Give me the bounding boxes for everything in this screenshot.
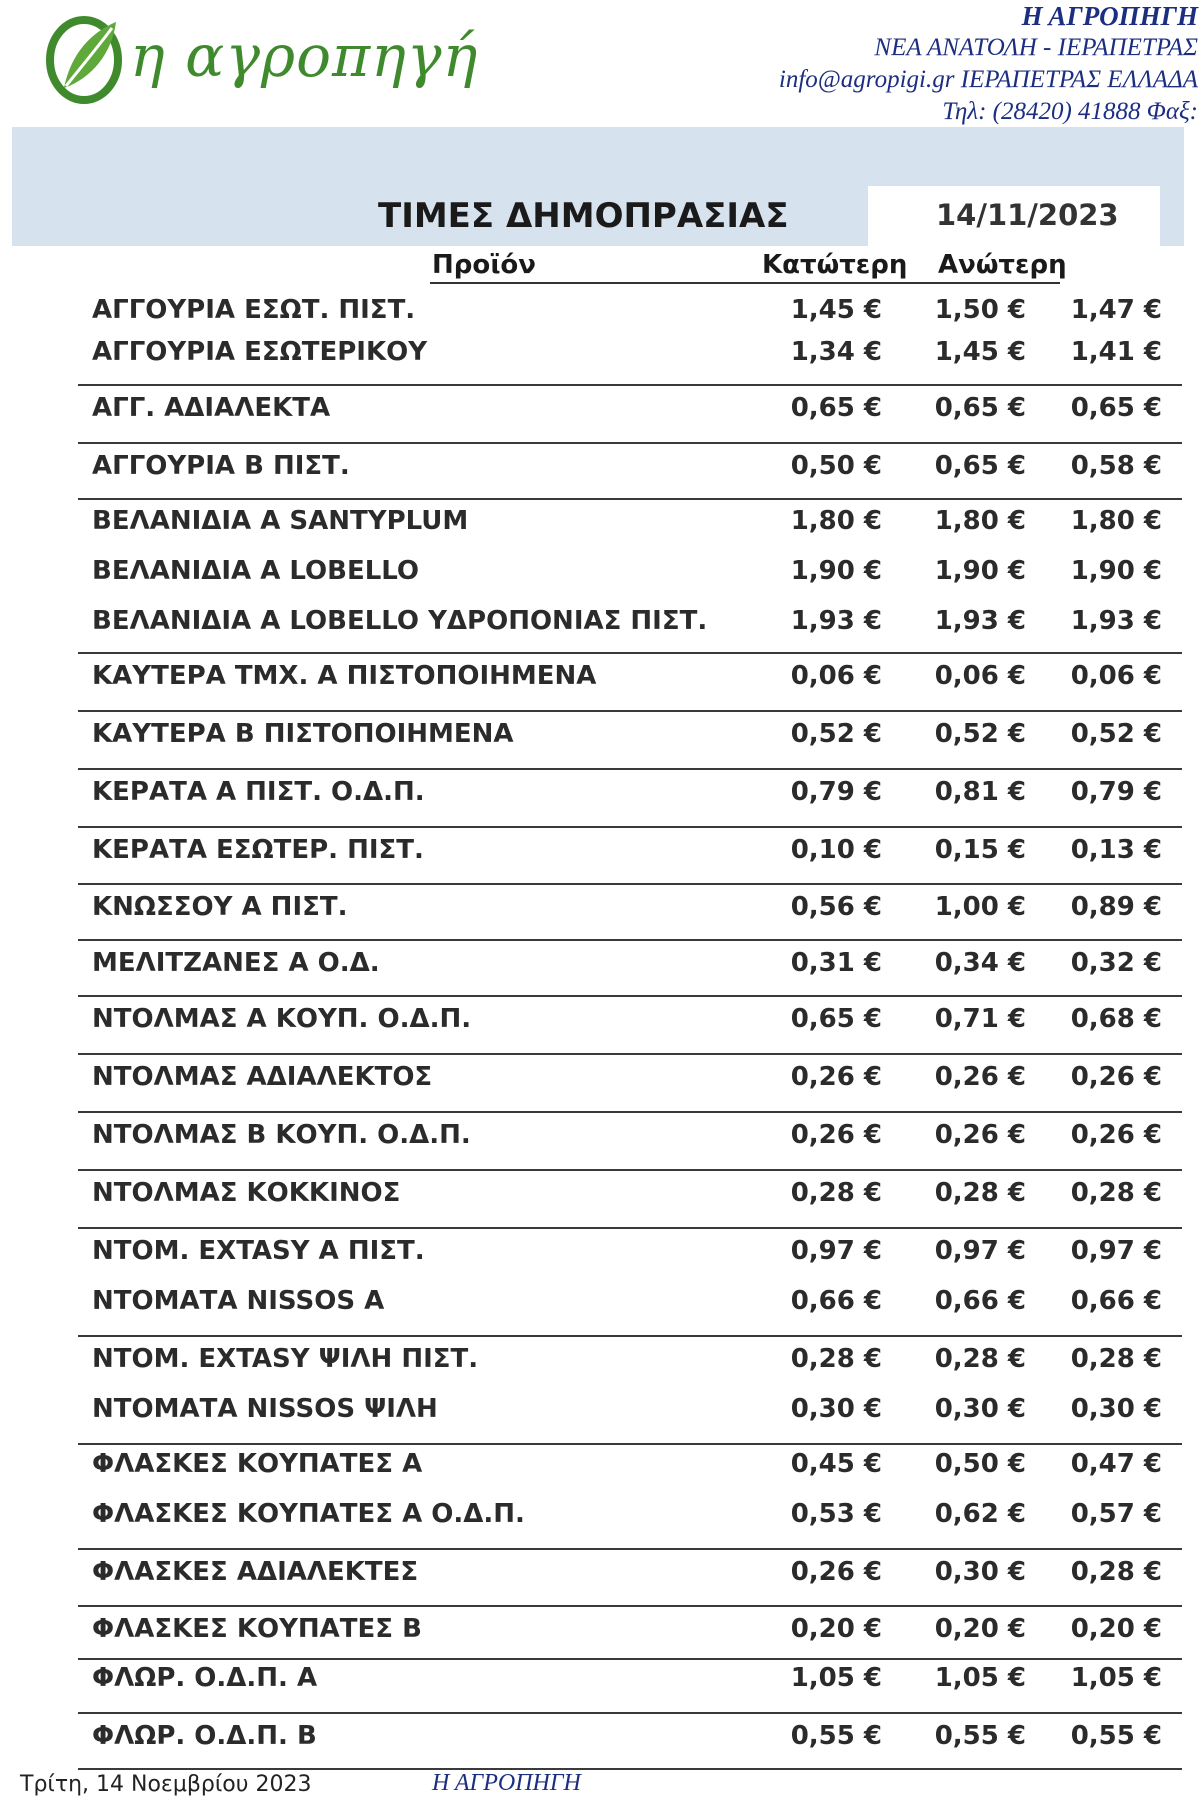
cell-product: ΦΛΑΣΚΕΣ ΚΟΥΠΑΤΕΣ Α [92,1449,423,1479]
cell-price-avg: 0,30 € [1070,1394,1162,1424]
cell-product: ΒΕΛΑΝΙΔΙΑ Α LOBELLO [92,556,420,586]
cell-product: ΜΕΛΙΤΖΑΝΕΣ Α Ο.Δ. [92,948,380,978]
table-row [0,945,1200,981]
cell-price-min: 0,97 € [790,1236,882,1266]
row-divider [78,1605,1182,1607]
cell-price-avg: 1,93 € [1070,606,1162,636]
cell-price-min: 0,30 € [790,1394,882,1424]
cell-price-avg: 1,41 € [1070,337,1162,367]
cell-price-avg: 0,28 € [1070,1178,1162,1208]
cell-price-avg: 0,55 € [1070,1721,1162,1751]
row-divider [78,1335,1182,1337]
cell-price-min: 0,55 € [790,1721,882,1751]
table-row [0,1496,1200,1532]
company-phone: Τηλ: (28420) 41888 Φαξ: [942,98,1198,125]
cell-price-min: 0,56 € [790,892,882,922]
row-divider [78,939,1182,941]
cell-price-max: 0,28 € [934,1178,1026,1208]
cell-price-max: 1,45 € [934,337,1026,367]
row-divider [78,1768,1182,1770]
cell-price-max: 1,05 € [934,1663,1026,1693]
cell-product: ΚΝΩΣΣΟΥ Α ΠΙΣΤ. [92,892,348,922]
cell-price-avg: 0,32 € [1070,948,1162,978]
cell-product: ΦΛΑΣΚΕΣ ΚΟΥΠΑΤΕΣ Β [92,1614,422,1644]
table-row [0,1001,1200,1037]
cell-price-min: 0,10 € [790,835,882,865]
cell-product: ΚΕΡΑΤΑ ΕΣΩΤΕΡ. ΠΙΣΤ. [92,835,424,865]
table-row [0,774,1200,810]
row-divider [78,1111,1182,1113]
cell-price-min: 0,26 € [790,1062,882,1092]
cell-product: ΦΛΩΡ. Ο.Δ.Π. Β [92,1721,317,1751]
cell-price-avg: 0,06 € [1070,661,1162,691]
column-header-product: Προϊόν [432,250,536,280]
cell-price-avg: 0,65 € [1070,393,1162,423]
cell-price-min: 1,80 € [790,506,882,536]
cell-product: ΚΑΥΤΕΡΑ ΤΜΧ. Α ΠΙΣΤΟΠΟΙΗΜΕΝΑ [92,661,597,691]
cell-price-max: 0,20 € [934,1614,1026,1644]
table-row [0,1554,1200,1590]
cell-product: ΑΓΓΟΥΡΙΑ ΕΣΩΤΕΡΙΚΟΥ [92,337,428,367]
cell-price-min: 0,31 € [790,948,882,978]
cell-price-min: 0,28 € [790,1344,882,1374]
cell-price-min: 0,28 € [790,1178,882,1208]
cell-price-max: 0,26 € [934,1120,1026,1150]
row-divider [78,1053,1182,1055]
row-divider [78,652,1182,654]
table-row [0,390,1200,426]
cell-price-min: 0,66 € [790,1286,882,1316]
cell-price-max: 0,30 € [934,1557,1026,1587]
row-divider [78,995,1182,997]
row-divider [78,883,1182,885]
row-divider [78,1443,1182,1445]
cell-price-avg: 0,47 € [1070,1449,1162,1479]
cell-price-max: 0,97 € [934,1236,1026,1266]
cell-price-min: 0,52 € [790,719,882,749]
cell-price-min: 1,45 € [790,295,882,325]
cell-price-min: 1,93 € [790,606,882,636]
cell-price-avg: 1,80 € [1070,506,1162,536]
cell-product: ΝΤΟΜ. EXTASY Α ΠΙΣΤ. [92,1236,425,1266]
cell-price-min: 0,65 € [790,1004,882,1034]
cell-price-min: 0,50 € [790,451,882,481]
cell-price-avg: 0,66 € [1070,1286,1162,1316]
column-header-max: Ανώτερη [938,250,1067,280]
cell-price-avg: 0,97 € [1070,1236,1162,1266]
cell-price-max: 0,71 € [934,1004,1026,1034]
row-divider [78,442,1182,444]
cell-price-avg: 1,90 € [1070,556,1162,586]
cell-product: ΑΓΓ. ΑΔΙΑΛΕΚΤΑ [92,393,331,423]
cell-product: ΝΤΟΛΜΑΣ ΑΔΙΑΛΕΚΤΟΣ [92,1062,433,1092]
table-row [0,832,1200,868]
cell-product: ΝΤΟΛΜΑΣ Β ΚΟΥΠ. Ο.Δ.Π. [92,1120,471,1150]
footer-date: Τρίτη, 14 Νοεμβρίου 2023 [20,1772,312,1797]
table-row [0,1391,1200,1427]
row-divider [78,710,1182,712]
cell-product: ΒΕΛΑΝΙΔΙΑ Α LOBELLO ΥΔΡΟΠΟΝΙΑΣ ΠΙΣΤ. [92,606,708,636]
cell-product: ΝΤΟΜ. EXTASY ΨΙΛΗ ΠΙΣΤ. [92,1344,479,1374]
cell-price-avg: 0,68 € [1070,1004,1162,1034]
cell-price-max: 1,80 € [934,506,1026,536]
table-row [0,1341,1200,1377]
cell-price-avg: 0,58 € [1070,451,1162,481]
table-row [0,292,1200,328]
cell-product: ΝΤΟΜΑΤΑ NISSOS Α [92,1286,385,1316]
company-address: ΝΕΑ ΑΝΑΤΟΛΗ - ΙΕΡΑΠΕΤΡΑΣ [874,34,1198,61]
table-row [0,448,1200,484]
cell-product: ΦΛΩΡ. Ο.Δ.Π. Α [92,1663,318,1693]
cell-price-max: 0,65 € [934,393,1026,423]
row-divider [78,768,1182,770]
cell-price-max: 0,28 € [934,1344,1026,1374]
company-name: Η ΑΓΡΟΠΗΓΗ [1021,1,1198,31]
cell-price-max: 1,90 € [934,556,1026,586]
logo-text: η αγροπηγή [130,22,479,90]
cell-product: ΚΕΡΑΤΑ Α ΠΙΣΤ. Ο.Δ.Π. [92,777,425,807]
table-row [0,1446,1200,1482]
cell-price-min: 1,05 € [790,1663,882,1693]
table-row [0,658,1200,694]
cell-product: ΝΤΟΛΜΑΣ ΚΟΚΚΙΝΟΣ [92,1178,401,1208]
table-row [0,889,1200,925]
cell-price-max: 0,81 € [934,777,1026,807]
footer-company: Η ΑΓΡΟΠΗΓΗ [432,1770,581,1796]
row-divider [78,826,1182,828]
cell-price-avg: 0,89 € [1070,892,1162,922]
table-row [0,1233,1200,1269]
cell-price-max: 0,55 € [934,1721,1026,1751]
row-divider [78,384,1182,386]
cell-price-avg: 1,47 € [1070,295,1162,325]
cell-product: ΒΕΛΑΝΙΔΙΑ Α SANTYPLUM [92,506,469,536]
row-divider [78,1227,1182,1229]
cell-price-min: 0,20 € [790,1614,882,1644]
cell-price-min: 1,34 € [790,337,882,367]
cell-price-max: 1,50 € [934,295,1026,325]
cell-price-max: 0,50 € [934,1449,1026,1479]
column-header-min: Κατώτερη [762,250,908,280]
cell-price-avg: 0,26 € [1070,1062,1162,1092]
cell-product: ΝΤΟΛΜΑΣ Α ΚΟΥΠ. Ο.Δ.Π. [92,1004,472,1034]
cell-price-avg: 0,28 € [1070,1344,1162,1374]
cell-product: ΑΓΓΟΥΡΙΑ Β ΠΙΣΤ. [92,451,350,481]
cell-product: ΦΛΑΣΚΕΣ ΚΟΥΠΑΤΕΣ Α Ο.Δ.Π. [92,1499,525,1529]
cell-price-max: 0,34 € [934,948,1026,978]
cell-price-min: 0,26 € [790,1120,882,1150]
table-row [0,1718,1200,1754]
cell-price-max: 0,06 € [934,661,1026,691]
row-divider [78,498,1182,500]
table-row [0,503,1200,539]
cell-product: ΚΑΥΤΕΡΑ Β ΠΙΣΤΟΠΟΙΗΜΕΝΑ [92,719,514,749]
cell-price-max: 1,93 € [934,606,1026,636]
row-divider [78,1712,1182,1714]
cell-price-avg: 0,52 € [1070,719,1162,749]
cell-price-avg: 0,13 € [1070,835,1162,865]
cell-price-avg: 0,28 € [1070,1557,1162,1587]
table-row [0,1175,1200,1211]
cell-price-min: 0,53 € [790,1499,882,1529]
cell-price-avg: 0,57 € [1070,1499,1162,1529]
cell-price-min: 0,06 € [790,661,882,691]
cell-price-max: 0,26 € [934,1062,1026,1092]
table-row [0,1283,1200,1319]
table-row [0,1059,1200,1095]
cell-price-max: 0,65 € [934,451,1026,481]
table-row [0,1660,1200,1696]
table-row [0,603,1200,639]
cell-price-max: 0,30 € [934,1394,1026,1424]
table-row [0,1117,1200,1153]
auction-date: 14/11/2023 [936,198,1119,232]
cell-price-max: 1,00 € [934,892,1026,922]
cell-price-avg: 0,20 € [1070,1614,1162,1644]
cell-price-avg: 0,79 € [1070,777,1162,807]
cell-price-min: 0,26 € [790,1557,882,1587]
cell-price-min: 0,65 € [790,393,882,423]
cell-price-max: 0,62 € [934,1499,1026,1529]
page-title: ΤΙΜΕΣ ΔΗΜΟΠΡΑΣΙΑΣ [378,196,789,236]
cell-price-max: 0,66 € [934,1286,1026,1316]
cell-price-max: 0,52 € [934,719,1026,749]
table-row [0,334,1200,370]
cell-product: ΝΤΟΜΑΤΑ NISSOS ΨΙΛΗ [92,1394,438,1424]
cell-price-min: 0,79 € [790,777,882,807]
row-divider [78,1548,1182,1550]
cell-product: ΑΓΓΟΥΡΙΑ ΕΣΩΤ. ΠΙΣΤ. [92,295,416,325]
company-email: info@agropigi.gr ΙΕΡΑΠΕΤΡΑΣ ΕΛΛΑΔΑ [778,66,1198,93]
cell-price-avg: 0,26 € [1070,1120,1162,1150]
cell-product: ΦΛΑΣΚΕΣ ΑΔΙΑΛΕΚΤΕΣ [92,1557,419,1587]
cell-price-min: 0,45 € [790,1449,882,1479]
row-divider [78,1658,1182,1660]
table-row [0,716,1200,752]
cell-price-min: 1,90 € [790,556,882,586]
cell-price-max: 0,15 € [934,835,1026,865]
table-row [0,553,1200,589]
row-divider [78,1169,1182,1171]
cell-price-avg: 1,05 € [1070,1663,1162,1693]
table-row [0,1611,1200,1647]
